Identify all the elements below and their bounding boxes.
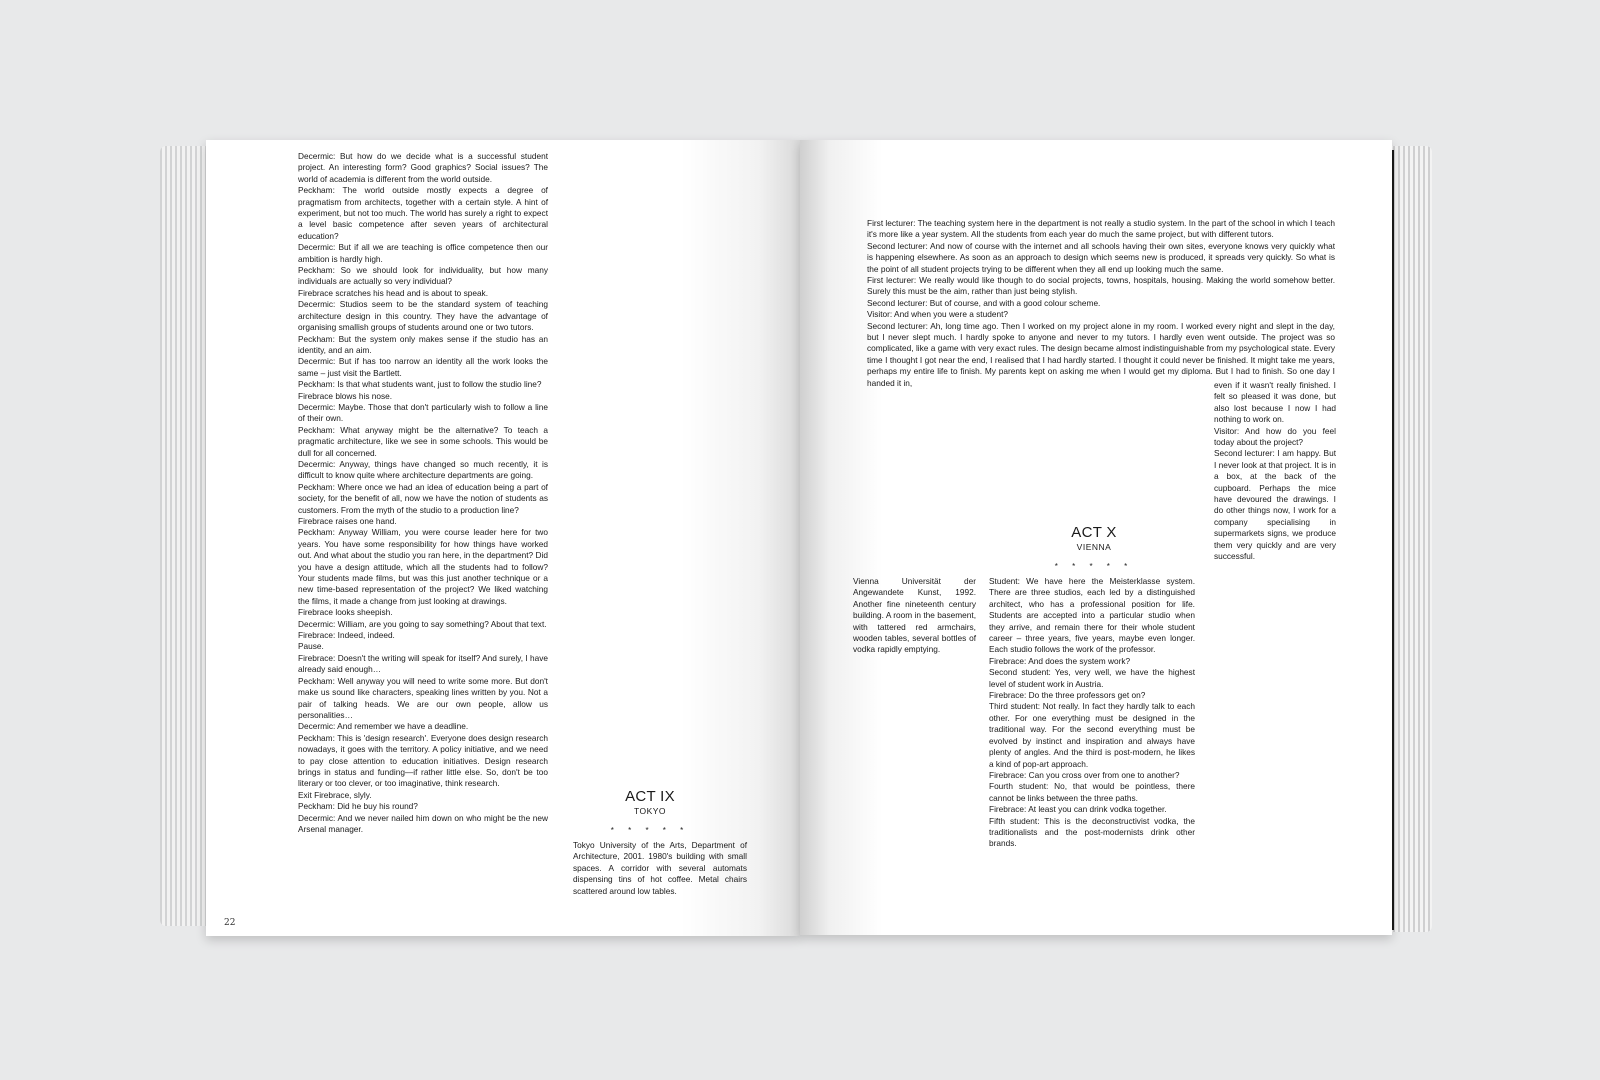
dialogue-line: Firebrace blows his nose.: [298, 390, 393, 401]
act-title: ACT X: [1071, 524, 1117, 541]
dialogue-line: Second lecturer: I am happy. But I never look at that project. It is in a box, at the back of the cupboard. Perhaps the mice have devoured the drawings. I do other things now, I work for a company specialising in supermarkets signs, we produce them very quickly and are very successful.: [1214, 448, 1336, 562]
right-side-dialogue: [1214, 380, 1336, 563]
dialogue-line: Fourth student: No, that would be pointless, there cannot be links between the three paths.: [989, 781, 1195, 803]
dialogue-line: Visitor: And how do you feel today about the project?: [1214, 425, 1336, 448]
dialogue-line: Second lecturer: Ah, long time ago. Then I worked on my project alone in my room. I worked every night and slept in the day, but I never slept much. I hardly spoke to anyone and never to my tutors. I hardly even went outside. The project was so complicated, like a game with very exact rules. The design became almost indistinguishable from my psychological state. Every time I thought I got near the end, I realised that I had hardly started. I thought it could never be finished. It might take me years, perhaps my entire life to finish. My parents kept on asking me when I would get my diploma. But I had to finish. So one day I handed it in,: [867, 320, 1335, 388]
act-x-setting: [853, 576, 976, 656]
dialogue-line: even if it wasn't really finished. I felt so pleased it was done, but also lost because I now I had nothing to work on.: [1214, 380, 1336, 425]
dialogue-line: Decermic: William, are you going to say something? About that text.: [298, 618, 547, 629]
dialogue-line: Decermic: And remember we have a deadline.: [298, 721, 469, 732]
dialogue-line: Firebrace raises one hand.: [298, 516, 397, 526]
dialogue-line: First lecturer: The teaching system here in the department is not really a studio system. In the part of the school in which I teach it's more like a year system. All the students from each year do much the same project, but with different tutors.: [867, 218, 1335, 240]
dialogue-line: Firebrace looks sheepish.: [298, 607, 393, 618]
dialogue-line: Visitor: And when you were a student?: [867, 309, 1008, 320]
dialogue-line: Peckham: Where once we had an idea of education being a part of society, for the benefit of all, now we have the notion of students as customers. From the myth of the studio to a production line?: [298, 481, 548, 515]
dialogue-line: Third student: Not really. In fact they hardly talk to each other. For one everything must be designed in the traditional way. For the second everything must be evolved by instinct and inspiration and always have plenty of angles. And the third is post-modern, he likes a kind of pop-art approach.: [989, 701, 1195, 769]
act-title: ACT IX: [625, 788, 675, 805]
dialogue-line: Pause.: [298, 641, 324, 652]
dialogue-line: Decermic: Maybe. Those that don't particularly wish to follow a line of their own.: [298, 401, 548, 424]
dialogue-line: Peckham: Is that what students want, just to follow the studio line?: [298, 379, 542, 390]
dialogue-line: Peckham: Well anyway you will need to write some more. But don't make us sound like characters, speaking lines written by you. Not a pair of talking heads. We are our own people, allow us personalities…: [298, 675, 548, 720]
act-ix-setting: [573, 840, 747, 897]
dialogue-line: Fifth student: This is the deconstructivist vodka, the traditionalists and the post-modernists drink other brands.: [989, 815, 1195, 849]
dialogue-line: Decermic: Anyway, things have changed so much recently, it is difficult to know quite where architecture departments are going.: [298, 458, 548, 481]
act-ix-heading: [600, 788, 700, 835]
dialogue-line: Second lecturer: But of course, and with a good colour scheme.: [867, 297, 1101, 308]
dialogue-line: Firebrace: Can you cross over from one to another?: [989, 769, 1180, 780]
page-edges-left: [160, 146, 210, 926]
act-city: TOKYO: [633, 806, 667, 816]
dialogue-line: Exit Firebrace, slyly.: [298, 789, 372, 800]
dialogue-line: Peckham: The world outside mostly expects a degree of pragmatism from architects, together with a certain style. A hint of experiment, but not too much. The world has surely a right to expect a level basic competence after seven years of architectural education?: [298, 185, 548, 241]
dialogue-line: Decermic: But if all we are teaching is office competence then our ambition is hardly high.: [298, 242, 548, 264]
dialogue-line: Second lecturer: And now of course with the internet and all schools having their own sites, everyone knows very quickly what is happening elsewhere. As soon as an approach to design which seems new is produced, it spreads very quickly. So what is the point of all student projects trying to be different when they all end up looking much the same.: [867, 240, 1335, 274]
dialogue-line: Student: We have here the Meisterklasse system. There are three studios, each led by a distinguished architect, who has a professional position for life. Students are accepted into a particular studio when they arrive, and remain there for their whole student career – three years, five years, maybe even longer. Each studio follows the work of the professor.: [989, 576, 1195, 655]
right-top-dialogue: [867, 218, 1335, 389]
dialogue-line: Decermic: But how do we decide what is a successful student project. An interesting form? Good graphics? Social issues? The world of academia is different from the world outside.: [298, 151, 548, 184]
dialogue-line: Peckham: This is 'design research'. Everyone does design research nowadays, it goes with the territory. A policy initiative, and we need to pay close attention to education initiatives. Design research brings in status and funding—if rather little else. So, don't be too literary or too clever, or too imaginative, think research.: [298, 732, 548, 789]
dialogue-line: Firebrace: At least you can drink vodka together.: [989, 804, 1167, 815]
act-city: VIENNA: [1076, 542, 1112, 552]
dialogue-line: First lecturer: We really would like though to do social projects, towns, hospitals, housing. Making the world somehow better. Surely this must be the aim, rather than just being stylish.: [867, 275, 1335, 297]
dialogue-line: Firebrace: Do the three professors get on?: [989, 690, 1146, 701]
act-stars: * * * * *: [610, 826, 690, 835]
dialogue-line: Decermic: Studios seem to be the standard system of teaching architecture design in this country. They have the advantage of organising smallish groups of students around one or two tutors.: [298, 299, 548, 333]
dialogue-line: Firebrace: Doesn't the writing will speak for itself? And surely, I have already said enough…: [298, 652, 548, 675]
left-dialogue: [298, 151, 548, 835]
dialogue-line: Second student: Yes, very well, we have the highest level of student work in Austria.: [989, 667, 1195, 689]
act-stars: * * * * *: [1054, 562, 1134, 571]
dialogue-line: Decermic: And we never nailed him down on who might be the new Arsenal manager.: [298, 812, 548, 834]
dialogue-line: Peckham: Anyway William, you were course leader here for two years. You have some responsibility for how things have worked out. And what about the studio you ran here, in the department? Did you have a design attitude, which all the students had to follow? Your students made films, but was this just another technique or a new time-based representation of the project? We liked watching the films, it made a change from just looking at drawings.: [298, 527, 548, 606]
dialogue-line: Firebrace scratches his head and is about to speak.: [298, 287, 489, 298]
dialogue-line: Firebrace: And does the system work?: [989, 655, 1131, 666]
setting-text: Vienna Universität der Angewandete Kunst, 1992. Another fine nineteenth century building. A room in the basement, with tattered red armchairs, wooden tables, several bottles of vodka rapidly emptying.: [853, 576, 976, 655]
page-number: 22: [224, 918, 236, 928]
dialogue-line: Peckham: So we should look for individuality, but how many individuals are actually so very individual?: [298, 265, 548, 287]
setting-text: Tokyo University of the Arts, Department of Architecture, 2001. 1980's building with small spaces. A corridor with several automats dispensing tins of hot coffee. Metal chairs scattered around low tables.: [573, 840, 747, 896]
dialogue-line: Decermic: But if has too narrow an identity all the work looks the same – just visit the Bartlett.: [298, 356, 548, 378]
dialogue-line: Peckham: Did he buy his round?: [298, 801, 418, 812]
act-x-heading: [1044, 524, 1144, 571]
dialogue-line: Peckham: What anyway might be the alternative? To teach a pragmatic architecture, like we see in some schools. This would be dull for all concerned.: [298, 424, 548, 458]
dialogue-line: Firebrace: Indeed, indeed.: [298, 630, 395, 641]
right-bottom-dialogue: [989, 576, 1195, 850]
dialogue-line: Peckham: But the system only makes sense if the studio has an identity, and an aim.: [298, 333, 548, 355]
